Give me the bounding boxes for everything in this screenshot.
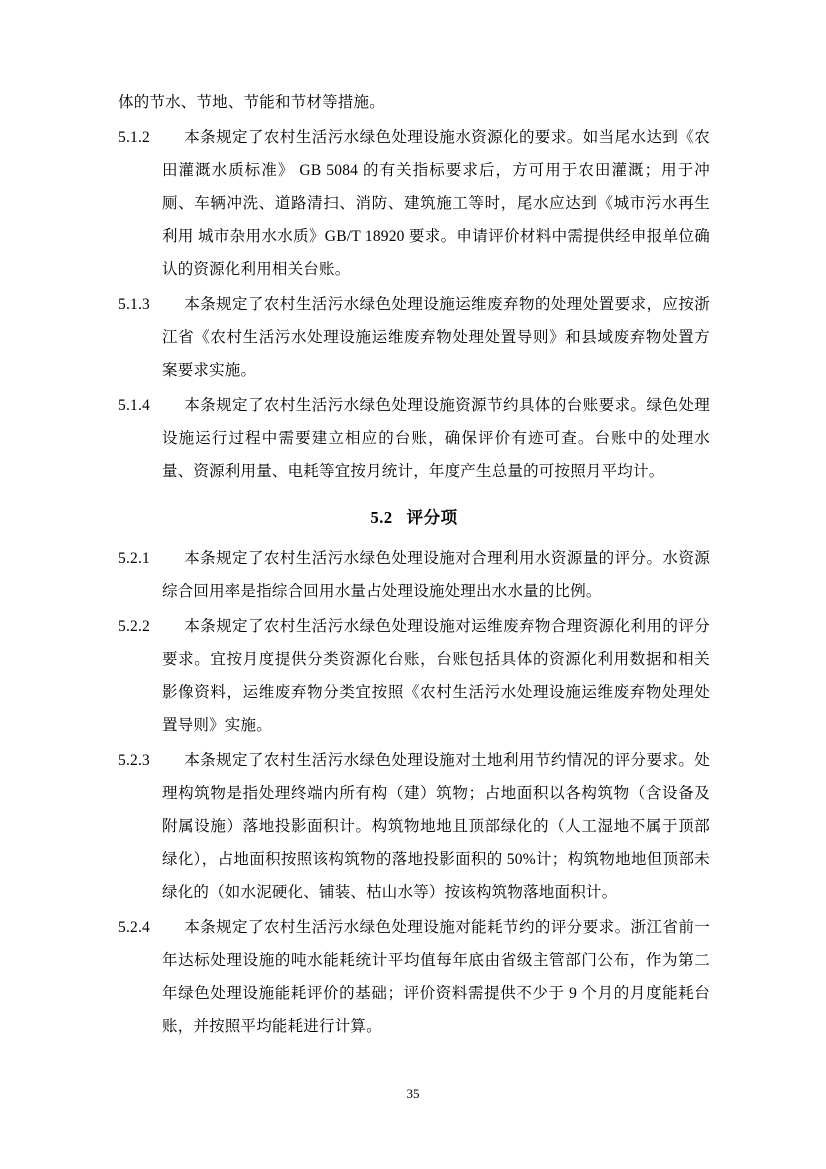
clause-5-2-3 <box>118 744 710 909</box>
clause-5-1-3 <box>118 288 710 387</box>
section-title: 评分项 <box>406 508 458 527</box>
section-number: 5.2 <box>370 508 393 527</box>
clause-number: 5.2.3 <box>118 752 150 769</box>
clause-5-2-2 <box>118 610 710 742</box>
clause-number: 5.1.4 <box>118 397 150 414</box>
clause-5-1-4 <box>118 389 710 488</box>
page-content <box>118 86 710 1045</box>
clause-number: 5.1.3 <box>118 296 150 313</box>
clause-text: 本条规定了农村生活污水绿色处理设施对能耗节约的评分要求。浙江省前一年达标处理设施的吨水能耗统计平均值每年底由省级主管部门公布，作为第二年绿色处理设施能耗评价的基础；评价资料需提供不少于 9 个月的月度能耗台账，并按照平均能耗进行计算。 <box>162 919 710 1035</box>
clause-text: 本条规定了农村生活污水绿色处理设施对运维废弃物合理资源化利用的评分要求。宜按月度提供分类资源化台账，台账包括具体的资源化利用数据和相关影像资料，运维废弃物分类宜按照《农村生活污水处理设施运维废弃物处理处置导则》实施。 <box>162 618 710 734</box>
clause-text: 本条规定了农村生活污水绿色处理设施对合理利用水资源量的评分。水资源综合回用率是指综合回用水量占处理设施处理出水水量的比例。 <box>162 550 710 600</box>
page-number: 35 <box>406 1086 420 1101</box>
clause-5-2-1 <box>118 542 710 608</box>
clause-text: 本条规定了农村生活污水绿色处理设施运维废弃物的处理处置要求，应按浙江省《农村生活污水处理设施运维废弃物处理处置导则》和县域废弃物处置方案要求实施。 <box>162 296 710 379</box>
clause-5-1-2 <box>118 121 710 286</box>
clause-text: 本条规定了农村生活污水绿色处理设施对土地利用节约情况的评分要求。处理构筑物是指处理终端内所有构（建）筑物；占地面积以各构筑物（含设备及附属设施）落地投影面积计。构筑物地地且顶部绿化的（人工湿地不属于顶部绿化），占地面积按照该构筑物的落地投影面积的 50%计；构筑物地地但顶部未绿化的（如水泥硬化、铺装、枯山水等）按该构筑物落地面积计。 <box>162 752 710 901</box>
clause-number: 5.2.1 <box>118 550 150 567</box>
section-heading-5-2 <box>118 504 710 528</box>
clause-text: 本条规定了农村生活污水绿色处理设施水资源化的要求。如当尾水达到《农田灌溉水质标准》 GB 5084 的有关指标要求后，方可用于农田灌溉；用于冲厕、车辆冲洗、道路清扫、消防、建筑施工等时，尾水应达到《城市污水再生利用 城市杂用水水质》GB/T 18920 要求。申请评价材料中需提供经申报单位确认的资源化利用相关台账。 <box>162 129 710 278</box>
clause-text: 本条规定了农村生活污水绿色处理设施资源节约具体的台账要求。绿色处理设施运行过程中需要建立相应的台账，确保评价有迹可查。台账中的处理水量、资源利用量、电耗等宜按月统计，年度产生总量的可按照月平均计。 <box>162 397 710 480</box>
clause-number: 5.2.4 <box>118 919 150 936</box>
clause-5-2-4 <box>118 911 710 1043</box>
paragraph-continuation: 体的节水、节地、节能和节材等措施。 <box>118 94 385 111</box>
clause-number: 5.2.2 <box>118 618 150 635</box>
clause-number: 5.1.2 <box>118 129 150 146</box>
